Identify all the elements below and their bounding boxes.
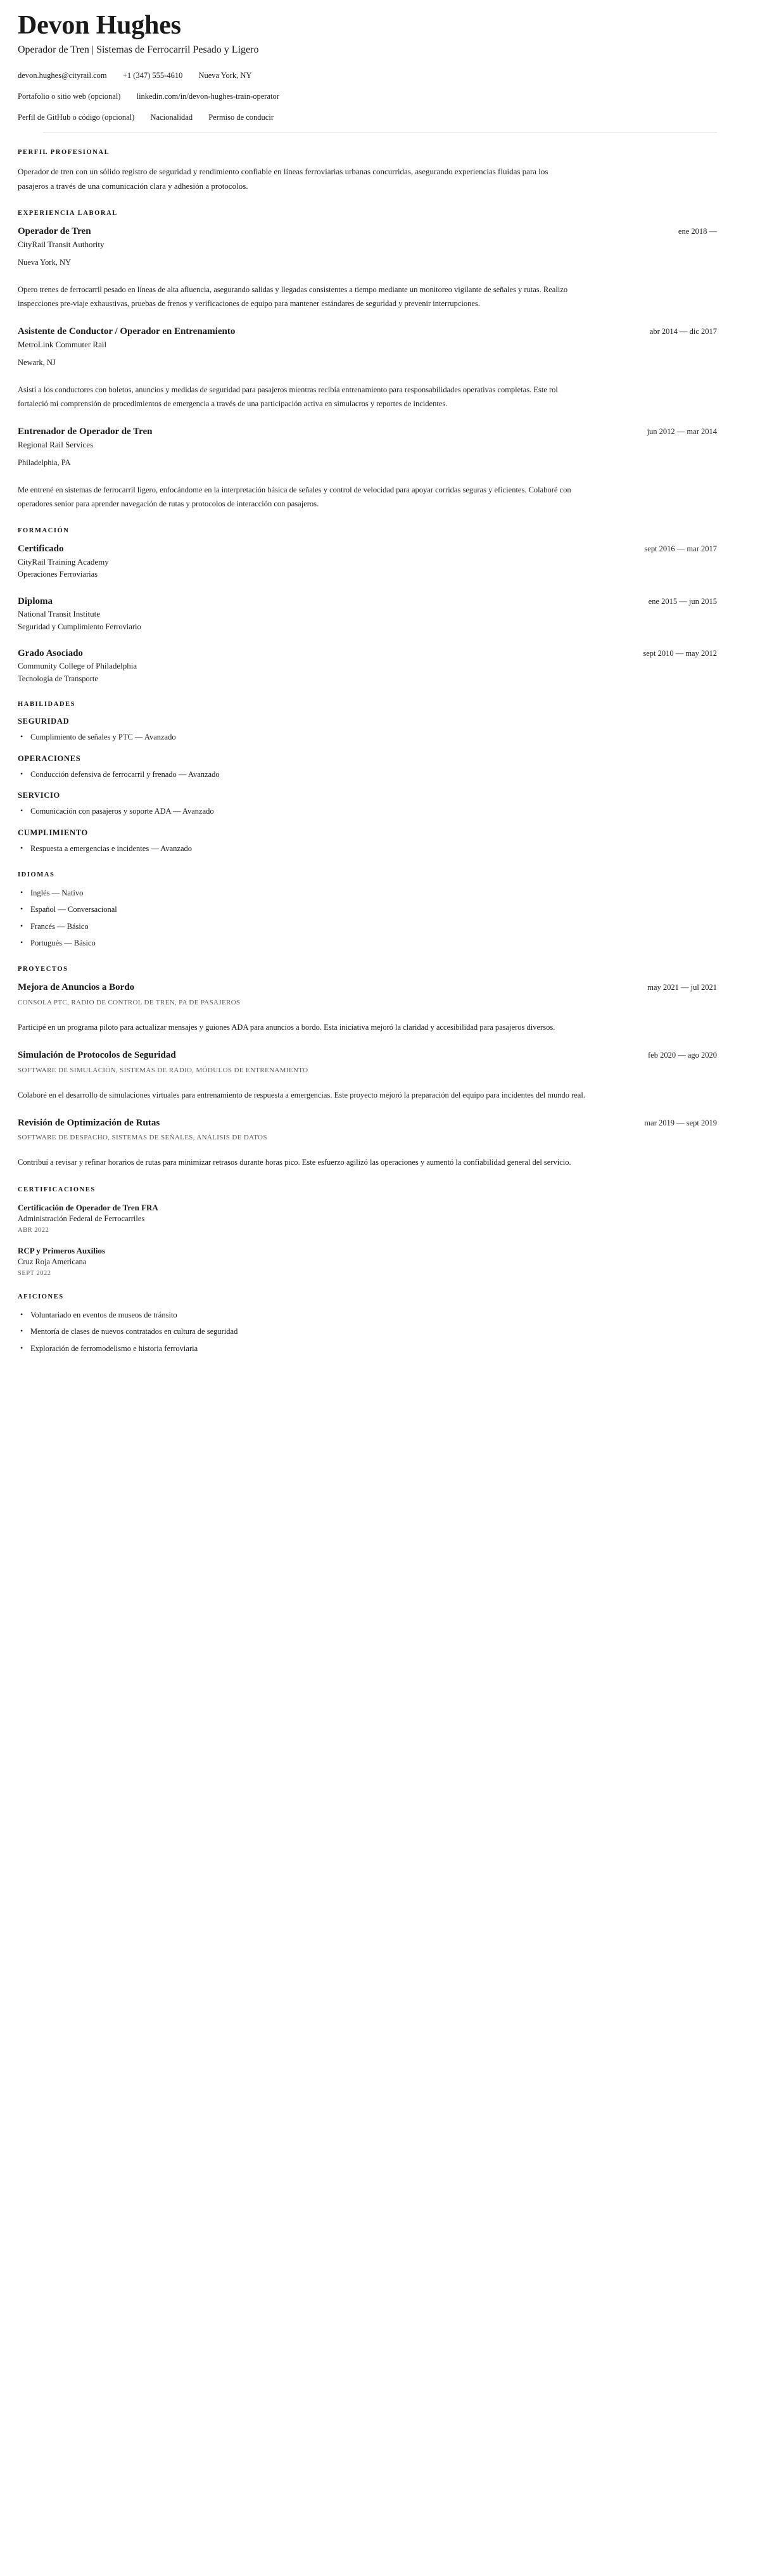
education-entry	[18, 543, 717, 580]
skill-list	[18, 731, 717, 743]
contact-row-portfolio	[18, 91, 717, 103]
project-name: Revisión de Optimización de Rutas	[18, 1117, 160, 1128]
certification-date: SEPT 2022	[18, 1269, 51, 1277]
experience-location: Nueva York, NY	[18, 258, 72, 267]
project-name: Simulación de Protocolos de Seguridad	[18, 1050, 176, 1061]
skill-item: • Comunicación con pasajeros y soporte ADA — Avanzado	[18, 805, 717, 817]
skill-list	[18, 769, 717, 781]
education-entry-head	[18, 543, 717, 556]
project-stack: SOFTWARE DE SIMULACIÓN, SISTEMAS DE RADIO, MÓDULOS DE ENTRENAMIENTO	[18, 1066, 308, 1074]
project-date: may 2021 — jul 2021	[647, 983, 717, 992]
contact-email[interactable]: devon.hughes@cityrail.com	[18, 71, 107, 80]
github-placeholder-label[interactable]: Perfil de GitHub o código (opcional)	[18, 112, 135, 122]
skill-group	[18, 791, 717, 817]
hobby-item: • Voluntariado en eventos de museos de tránsito	[18, 1309, 717, 1321]
certification-entry	[18, 1245, 717, 1277]
contact-linkedin[interactable]: linkedin.com/in/devon-hughes-train-operator	[136, 91, 279, 101]
education-school: CityRail Training Academy	[18, 556, 109, 567]
experience-description: Asistí a los conductores con boletos, anuncios y medidas de seguridad para pasajeros mientras recibía entrenamiento para responsabilidades operativas completas. Este rol fortaleció mi comprensión de procedimientos de emergencia a través de una participación activa en simulacros y reportes de incidentes.	[18, 385, 558, 408]
education-degree: Grado Asociado	[18, 648, 83, 658]
nationality-placeholder-label[interactable]: Nacionalidad	[150, 112, 193, 122]
education-field: Seguridad y Cumplimiento Ferroviario	[18, 622, 141, 631]
section-title-languages: IDIOMAS	[18, 871, 55, 878]
section-experience	[18, 210, 717, 511]
skill-item: • Respuesta a emergencias e incidentes — Avanzado	[18, 843, 717, 855]
project-entry	[18, 982, 717, 1034]
skill-group-title: CUMPLIMIENTO	[18, 828, 88, 837]
education-entry-head	[18, 648, 717, 660]
experience-location: Newark, NJ	[18, 358, 56, 368]
skill-group	[18, 754, 717, 781]
project-name: Mejora de Anuncios a Bordo	[18, 982, 135, 993]
section-profile	[18, 149, 717, 193]
experience-date: ene 2018 —	[678, 227, 717, 236]
education-field: Tecnología de Transporte	[18, 674, 98, 684]
education-school: National Transit Institute	[18, 609, 100, 618]
skill-group-title: SEGURIDAD	[18, 717, 70, 726]
experience-company: CityRail Transit Authority	[18, 239, 104, 249]
experience-description: Me entrené en sistemas de ferrocarril ligero, enfocándome en la interpretación básica de señales y control de velocidad para apoyar corridas seguras y eficientes. Colaboré con operadores senior para aprender navegación de rutas y protocolos de interacción con pasajeros.	[18, 485, 571, 508]
project-date: feb 2020 — ago 2020	[647, 1051, 717, 1060]
section-certifications	[18, 1186, 717, 1277]
skill-item: • Cumplimiento de señales y PTC — Avanzado	[18, 731, 717, 743]
experience-entry-head	[18, 226, 717, 238]
education-entry-head	[18, 596, 717, 608]
education-date: sept 2010 — may 2012	[643, 648, 717, 658]
section-education	[18, 527, 717, 684]
education-degree: Certificado	[18, 544, 64, 554]
section-title-projects: PROYECTOS	[18, 966, 68, 973]
certification-issuer: Administración Federal de Ferrocarriles	[18, 1214, 145, 1224]
section-title-hobbies: AFICIONES	[18, 1293, 64, 1300]
project-entry	[18, 1117, 717, 1170]
language-item: • Portugués — Básico	[18, 937, 717, 949]
experience-date: abr 2014 — dic 2017	[649, 327, 717, 336]
project-stack: SOFTWARE DE DESPACHO, SISTEMAS DE SEÑALES, ANÁLISIS DE DATOS	[18, 1134, 267, 1142]
contact-phone[interactable]: +1 (347) 555-4610	[122, 71, 183, 80]
contact-row-extra	[18, 112, 717, 124]
language-item: • Inglés — Nativo	[18, 887, 717, 899]
experience-entry	[18, 426, 717, 511]
candidate-name: Devon Hughes	[18, 11, 181, 40]
project-stack: CONSOLA PTC, RADIO DE CONTROL DE TREN, PA DE PASAJEROS	[18, 998, 241, 1006]
experience-location: Philadelphia, PA	[18, 458, 71, 468]
skill-item: • Conducción defensiva de ferrocarril y frenado — Avanzado	[18, 769, 717, 781]
experience-entry-head	[18, 426, 717, 439]
contact-location: Nueva York, NY	[198, 71, 252, 80]
project-entry	[18, 1049, 717, 1102]
hobby-list	[18, 1309, 717, 1355]
project-description: Contribuí a revisar y refinar horarios de rutas para minimizar retrasos durante horas pico. Este esfuerzo agilizó las operaciones y aumentó la confiabilidad general del servicio.	[18, 1158, 571, 1167]
skill-group-title: SERVICIO	[18, 791, 60, 800]
section-title-profile: PERFIL PROFESIONAL	[18, 149, 110, 157]
skill-list	[18, 843, 717, 855]
portfolio-placeholder-label[interactable]: Portafolio o sitio web (opcional)	[18, 91, 121, 101]
section-skills	[18, 701, 717, 855]
candidate-headline: Operador de Tren | Sistemas de Ferrocarril Pesado y Ligero	[18, 44, 259, 56]
section-projects	[18, 966, 717, 1169]
section-title-skills: HABILIDADES	[18, 701, 76, 708]
section-title-experience: EXPERIENCIA LABORAL	[18, 210, 118, 217]
skill-group	[18, 828, 717, 855]
hobby-item: • Mentoría de clases de nuevos contratados en cultura de seguridad	[18, 1326, 717, 1338]
language-item: • Español — Conversacional	[18, 904, 717, 916]
section-languages	[18, 871, 717, 950]
experience-date: jun 2012 — mar 2014	[647, 427, 717, 437]
certification-name: RCP y Primeros Auxilios	[18, 1245, 106, 1255]
contact-row-primary	[18, 70, 717, 82]
experience-company: Regional Rail Services	[18, 439, 94, 449]
driving-license-placeholder-label[interactable]: Permiso de conducir	[208, 112, 274, 122]
education-date: ene 2015 — jun 2015	[648, 596, 717, 606]
certification-issuer: Cruz Roja Americana	[18, 1257, 87, 1267]
language-list	[18, 887, 717, 950]
experience-role: Asistente de Conductor / Operador en Entrenamiento	[18, 326, 236, 337]
project-description: Colaboré en el desarrollo de simulaciones virtuales para entrenamiento de respuesta a emergencias. Este proyecto mejoró la preparación del equipo para incidentes del mundo real.	[18, 1090, 585, 1099]
hobby-item: • Exploración de ferromodelismo e historia ferroviaria	[18, 1343, 717, 1355]
language-item: • Francés — Básico	[18, 921, 717, 933]
experience-description: Opero trenes de ferrocarril pesado en líneas de alta afluencia, asegurando salidas y llegadas consistentes a tiempo mediante un monitoreo vigilante de señales y rutas. Realizo inspecciones pre-viaje exhaustivas, pruebas de frenos y verificaciones de equipo para mantener estándares de seguridad y prevenir interrupciones.	[18, 285, 568, 308]
project-entry-head	[18, 1117, 717, 1130]
project-entry-head	[18, 1049, 717, 1062]
profile-summary-text: Operador de tren con un sólido registro de seguridad y rendimiento confiable en líneas ferroviarias urbanas concurridas, asegurando experiencias fluidas para los pasajeros a través de una comunicación clara y adhesión a protocolos.	[18, 167, 548, 191]
project-entry-head	[18, 982, 717, 994]
education-entry	[18, 648, 717, 684]
education-school: Community College of Philadelphia	[18, 661, 137, 671]
education-entry	[18, 596, 717, 632]
skill-list	[18, 805, 717, 817]
education-degree: Diploma	[18, 596, 53, 606]
skill-group	[18, 717, 717, 743]
section-title-education: FORMACIÓN	[18, 527, 70, 535]
skill-group-title: OPERACIONES	[18, 753, 81, 763]
certification-name: Certificación de Operador de Tren FRA	[18, 1202, 158, 1212]
experience-role: Entrenador de Operador de Tren	[18, 426, 153, 437]
resume-header	[18, 0, 717, 132]
experience-company: MetroLink Commuter Rail	[18, 339, 107, 349]
education-field: Operaciones Ferroviarias	[18, 570, 98, 579]
project-date: mar 2019 — sept 2019	[644, 1118, 717, 1127]
section-title-certifications: CERTIFICACIONES	[18, 1186, 96, 1193]
experience-entry-head	[18, 326, 717, 338]
education-date: sept 2016 — mar 2017	[644, 544, 717, 554]
certification-entry	[18, 1202, 717, 1234]
project-description: Participé en un programa piloto para actualizar mensajes y guiones ADA para anuncios a bordo. Esta iniciativa mejoró la claridad y accesibilidad para pasajeros diversos.	[18, 1022, 555, 1032]
section-hobbies	[18, 1293, 717, 1355]
experience-entry	[18, 326, 717, 411]
certification-date: ABR 2022	[18, 1226, 49, 1234]
experience-role: Operador de Tren	[18, 226, 91, 237]
experience-entry	[18, 226, 717, 311]
